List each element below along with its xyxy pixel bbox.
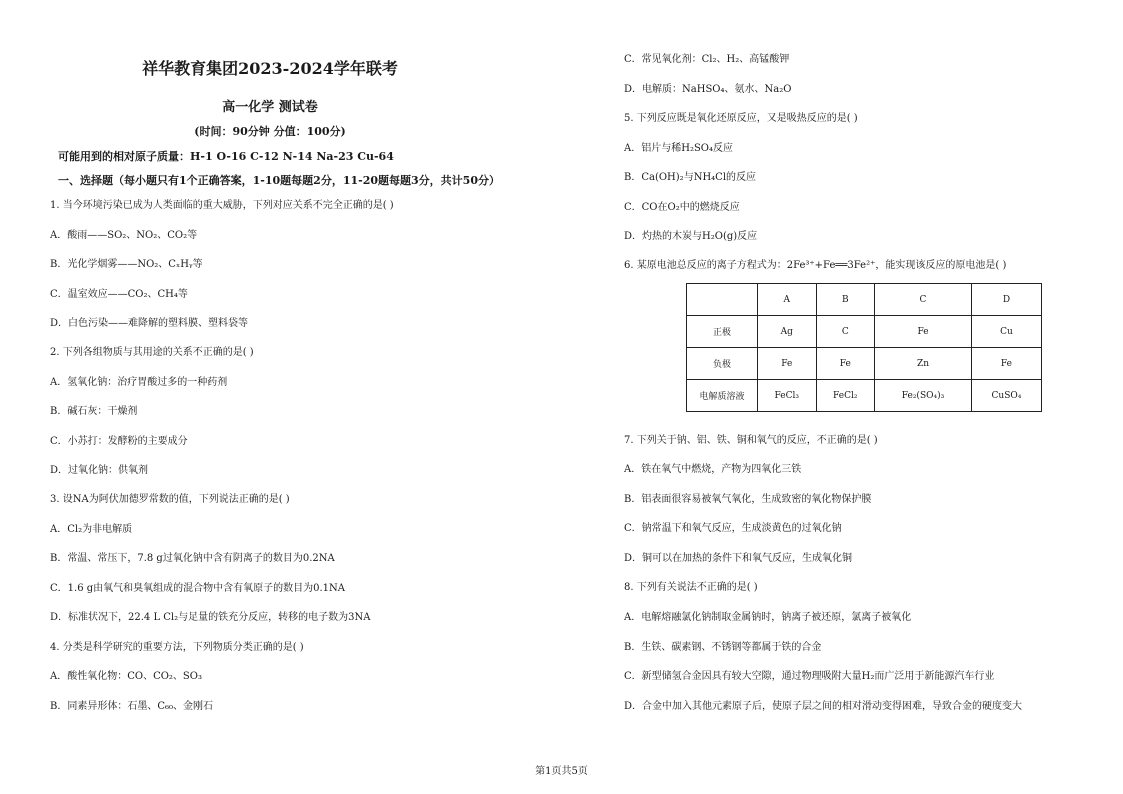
option: C．温室效应——CO₂、CH₄等 [50, 289, 188, 300]
option: A．铁在氧气中燃烧，产物为四氧化三铁 [624, 464, 802, 475]
option: B．光化学烟雾——NO₂、CₓHᵧ等 [50, 259, 203, 270]
table-cell: Fe [875, 316, 972, 348]
option: C．1.6 g由氧气和臭氧组成的混合物中含有氧原子的数目为0.1NA [50, 583, 346, 594]
option: D．铜可以在加热的条件下和氧气反应，生成氧化铜 [624, 553, 853, 564]
table-cell: 负极 [687, 348, 758, 380]
question-7: 7. 下列关于钠、铝、铁、铜和氧气的反应，不正确的是( ) [624, 435, 878, 446]
option: D．标准状况下，22.4 L Cl₂与足量的铁充分反应，转移的电子数为3NA [50, 612, 371, 623]
table-cell [687, 284, 758, 316]
exam-title: 祥华教育集团2023-2024学年联考 [142, 59, 398, 78]
option: A．氢氧化钠：治疗胃酸过多的一种药剂 [50, 377, 228, 388]
table-cell: 正极 [687, 316, 758, 348]
option: A．铝片与稀H₂SO₄反应 [624, 143, 734, 154]
table-row [687, 348, 1042, 380]
question-6: 6. 某原电池总反应的离子方程式为：2Fe³⁺+Fe══3Fe²⁺，能实现该反应的原电池是( ) [624, 260, 1007, 271]
table-header: C [875, 284, 972, 316]
question-2: 2. 下列各组物质与其用途的关系不正确的是( ) [50, 347, 254, 358]
question-1: 1. 当今环境污染已成为人类面临的重大威胁，下列对应关系不完全正确的是( ) [50, 200, 394, 211]
table-cell: Cu [971, 316, 1041, 348]
table-row [687, 380, 1042, 412]
option: A．酸雨——SO₂、NO₂、CO₂等 [50, 230, 198, 241]
option: B．Ca(OH)₂与NH₄Cl的反应 [624, 172, 757, 183]
option: D．过氧化钠：供氧剂 [50, 465, 149, 476]
battery-table [686, 283, 1042, 412]
table-cell: Fe [816, 348, 875, 380]
option: A．电解熔融氯化钠制取金属钠时，钠离子被还原，氯离子被氧化 [624, 612, 912, 623]
table-cell: Fe [971, 348, 1041, 380]
option: A．酸性氧化物：CO、CO₂、SO₃ [50, 671, 202, 682]
table-cell: FeCl₂ [816, 380, 875, 412]
table-cell: 电解质溶液 [687, 380, 758, 412]
option: D．白色污染——难降解的塑料膜、塑料袋等 [50, 318, 249, 329]
table-cell: CuSO₄ [971, 380, 1041, 412]
option: C．新型储氢合金因具有较大空隙，通过物理吸附大量H₂而广泛用于新能源汽车行业 [624, 671, 995, 682]
option: C．小苏打：发酵粉的主要成分 [50, 436, 188, 447]
question-5: 5. 下列反应既是氧化还原反应，又是吸热反应的是( ) [624, 113, 858, 124]
table-cell: Fe [758, 348, 817, 380]
option: B．常温、常压下，7.8 g过氧化钠中含有阴离子的数目为0.2NA [50, 553, 335, 564]
table-header: B [816, 284, 875, 316]
option: B．碱石灰：干燥剂 [50, 406, 138, 417]
table-row [687, 316, 1042, 348]
question-8: 8. 下列有关说法不正确的是( ) [624, 582, 758, 593]
section-title: 一、选择题（每小题只有1个正确答案，1-10题每题2分，11-20题每题3分，共计50分） [58, 174, 500, 187]
option: A．Cl₂为非电解质 [50, 524, 133, 535]
table-cell: FeCl₃ [758, 380, 817, 412]
table-cell: Ag [758, 316, 817, 348]
question-3: 3. 设NA为阿伏加德罗常数的值，下列说法正确的是( ) [50, 494, 290, 505]
table-row [687, 284, 1042, 316]
option: D．电解质：NaHSO₄、氨水、Na₂O [624, 84, 792, 95]
option: C．CO在O₂中的燃烧反应 [624, 202, 740, 213]
page-footer: 第1页共5页 [535, 766, 588, 777]
table-header: A [758, 284, 817, 316]
option: C．钠常温下和氧气反应，生成淡黄色的过氧化钠 [624, 523, 842, 534]
subject-title: 高一化学 测试卷 [222, 100, 318, 115]
table-cell: Fe₂(SO₄)₃ [875, 380, 972, 412]
option: B．生铁、碳素钢、不锈钢等都属于铁的合金 [624, 642, 822, 653]
time-score: (时间：90分钟 分值：100分) [194, 125, 346, 138]
option: D．灼热的木炭与H₂O(g)反应 [624, 231, 758, 242]
atomic-masses: 可能用到的相对原子质量：H-1 O-16 C-12 N-14 Na-23 Cu-64 [58, 150, 394, 163]
table-cell: Zn [875, 348, 972, 380]
table-header: D [971, 284, 1041, 316]
option: D．合金中加入其他元素原子后，使原子层之间的相对滑动变得困难，导致合金的硬度变大 [624, 701, 1023, 712]
option: B．同素异形体：石墨、C₆₀、金刚石 [50, 701, 214, 712]
option: B．铝表面很容易被氧气氧化，生成致密的氧化物保护膜 [624, 494, 872, 505]
question-4: 4. 分类是科学研究的重要方法，下列物质分类正确的是( ) [50, 642, 304, 653]
option: C．常见氧化剂：Cl₂、H₂、高锰酸钾 [624, 54, 790, 65]
table-cell: C [816, 316, 875, 348]
